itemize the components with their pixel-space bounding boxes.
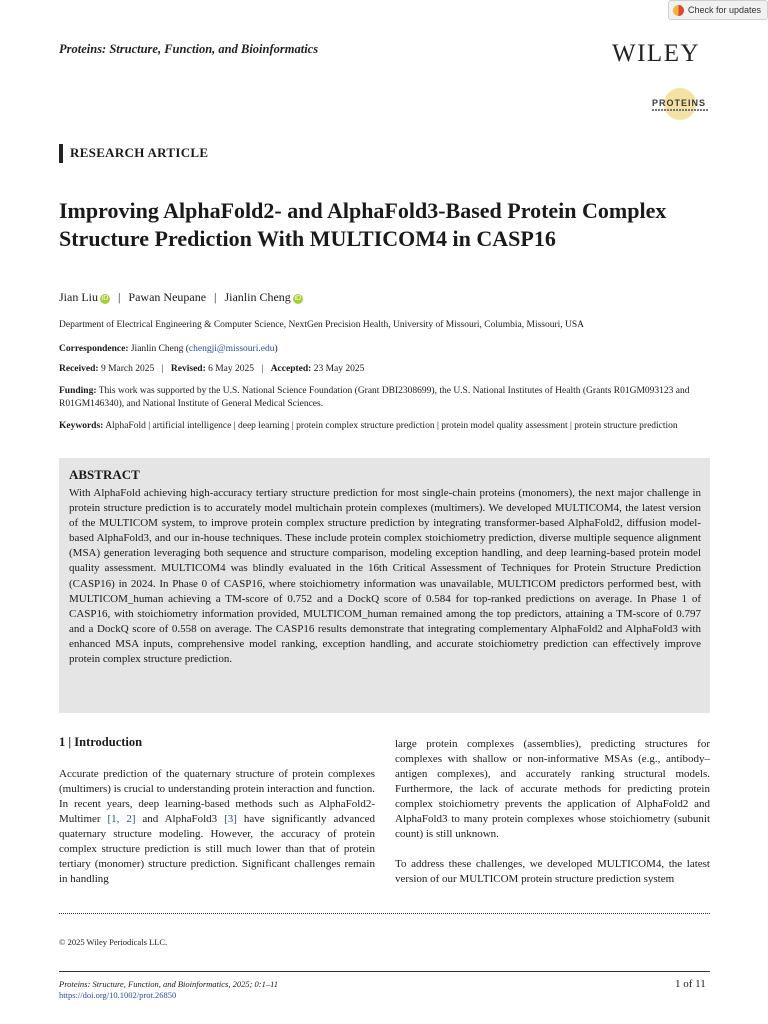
journal-name: Proteins: Structure, Function, and Bioinformatics — [59, 42, 319, 56]
logo-word: PROTEINS — [652, 98, 707, 108]
citation-link[interactable]: [3] — [224, 813, 237, 825]
funding-text: This work was supported by the U.S. National Science Foundation (Grant DBI2308699), the U.S. National Institutes of Health (Grants R01GM093123 and R01GM146340), and National Institute of General Medical Sciences. — [59, 386, 690, 409]
author-name[interactable]: Pawan Neupane — [128, 290, 207, 304]
received-date: 9 March 2025 — [100, 364, 155, 374]
section-heading-introduction: 1 | Introduction — [59, 735, 143, 749]
doi-link[interactable]: https://doi.org/10.1002/prot.26850 — [59, 990, 177, 1000]
orcid-icon[interactable]: iD — [101, 295, 109, 302]
orcid-icon[interactable]: iD — [294, 295, 302, 302]
keywords — [59, 420, 704, 433]
abstract-box — [59, 458, 710, 713]
author-name[interactable]: Jian Liu — [59, 290, 98, 304]
intro-paragraph-1-continued: large protein complexes (assemblies), predicting structures for complexes with shallow or non-informative MSAs (e.g., antibody–antigen complexes), and accurately ranking structural models. Furthermore, the lack of accurate methods for predicting protein complex stoichiometry prevents the application of AlphaFold2 and AlphaFold3 to many protein complexes whose stoichiometry (subunit count) is still unknown. — [395, 738, 710, 840]
intro-paragraph-2: To address these challenges, we developed MULTICOM4, the latest version of our MULTICOM protein structure prediction system — [395, 858, 710, 885]
article-type-bar — [59, 144, 63, 163]
accepted-date: 23 May 2025 — [313, 364, 365, 374]
check-for-updates-label: Check for updates — [688, 5, 762, 15]
affiliation: Department of Electrical Engineering & Computer Science, NextGen Precision Health, University of Missouri, Columbia, Missouri, USA — [59, 320, 585, 330]
intro-text: have significantly advanced quaternary structure modeling. However, the accuracy of protein complex structure prediction is still much lower than that of protein tertiary (monomer) structure prediction. Significant challenges remain in handling — [59, 813, 375, 885]
author-list — [59, 290, 303, 305]
article-title: Improving AlphaFold2- and AlphaFold3-Based Protein Complex Structure Prediction With MULTICOM4 in CASP16 — [59, 198, 667, 251]
footer-divider — [59, 971, 710, 972]
crossmark-icon — [673, 5, 684, 16]
funding — [59, 385, 699, 411]
logo-subtitle-lines — [652, 109, 708, 111]
intro-text: and AlphaFold3 — [135, 813, 225, 825]
accepted-label: Accepted: — [270, 364, 312, 374]
check-for-updates-button[interactable] — [668, 0, 768, 20]
funding-label: Funding: — [59, 386, 97, 396]
correspondence-email-link[interactable]: chengji@missouri.edu — [188, 344, 275, 354]
author-name[interactable]: Jianlin Cheng — [224, 290, 291, 304]
footnote-divider — [59, 913, 710, 914]
correspondence-label: Correspondence: — [59, 344, 129, 354]
keywords-text: AlphaFold | artificial intelligence | deep learning | protein complex structure prediction | protein model quality assessment | protein structure prediction — [105, 421, 678, 431]
intro-text: Accurate prediction of the quaternary structure of protein complexes (multimers) is crucial to understanding protein interaction and function. In recent years, deep learning-based methods such as AlphaFold2-Multimer — [59, 768, 375, 825]
dates: Received: 9 March 2025 | Revised: 6 May 2025 | Accepted: 23 May 2025 — [59, 364, 365, 374]
abstract-text: With AlphaFold achieving high-accuracy tertiary structure prediction for most single-chain proteins (monomers), the next major challenge in protein structure prediction is to accurately model multichain protein complexes (multimers). We developed MULTICOM4, the latest version of the MULTICOM system, to improve protein complex structure prediction by integrating transformer-based AlphaFold2, diffusion model-based AlphaFold3, and our in-house techniques. These include protein complex stoichiometry prediction, diverse multiple sequence alignment (MSA) generation leveraging both sequence and structure comparison, modeling exception handling, and deep learning-based protein model quality assessment. MULTICOM4 was blindly evaluated in the 16th Critical Assessment of Techniques for Protein Structure Prediction (CASP16) in 2024. In Phase 0 of CASP16, where stoichiometry information was unavailable, MULTICOM predictors performed best, with MULTICOM_human achieving a TM-score of 0.752 and a DockQ score of 0.584 for top-ranked predictions on average. In Phase 1 of CASP16, with stoichiometry information provided, MULTICOM_human remained among the top predictors, attaining a TM-score of 0.797 and a DockQ score of 0.558 on average. The CASP16 results demonstrate that integrating complementary AlphaFold2 and AlphaFold3 with enhanced MSA inputs, comprehensive model ranking, exception handling, and accurate stoichiometry prediction can effectively improve protein complex structure prediction. — [69, 487, 701, 666]
citation-link[interactable]: [1, 2] — [107, 813, 136, 825]
received-label: Received: — [59, 364, 99, 374]
footer-journal-ref: Proteins: Structure, Function, and Bioinformatics, 2025; 0:1–11 — [59, 979, 279, 989]
proteins-journal-logo — [650, 88, 710, 122]
page-number: 1 of 11 — [675, 978, 706, 990]
keywords-label: Keywords: — [59, 421, 104, 431]
author-separator: | — [214, 290, 217, 304]
intro-paragraph-1 — [59, 767, 375, 887]
copyright-notice: © 2025 Wiley Periodicals LLC. — [59, 937, 168, 947]
revised-date: 6 May 2025 — [208, 364, 255, 374]
revised-label: Revised: — [170, 364, 206, 374]
correspondence-name: Jianlin Cheng — [130, 344, 184, 354]
correspondence: Correspondence: Jianlin Cheng (chengji@missouri.edu) — [59, 344, 278, 354]
abstract-heading: ABSTRACT — [69, 467, 140, 482]
author-separator: | — [118, 290, 121, 304]
article-type: RESEARCH ARTICLE — [70, 145, 209, 160]
publisher-logo: WILEY — [612, 40, 701, 67]
